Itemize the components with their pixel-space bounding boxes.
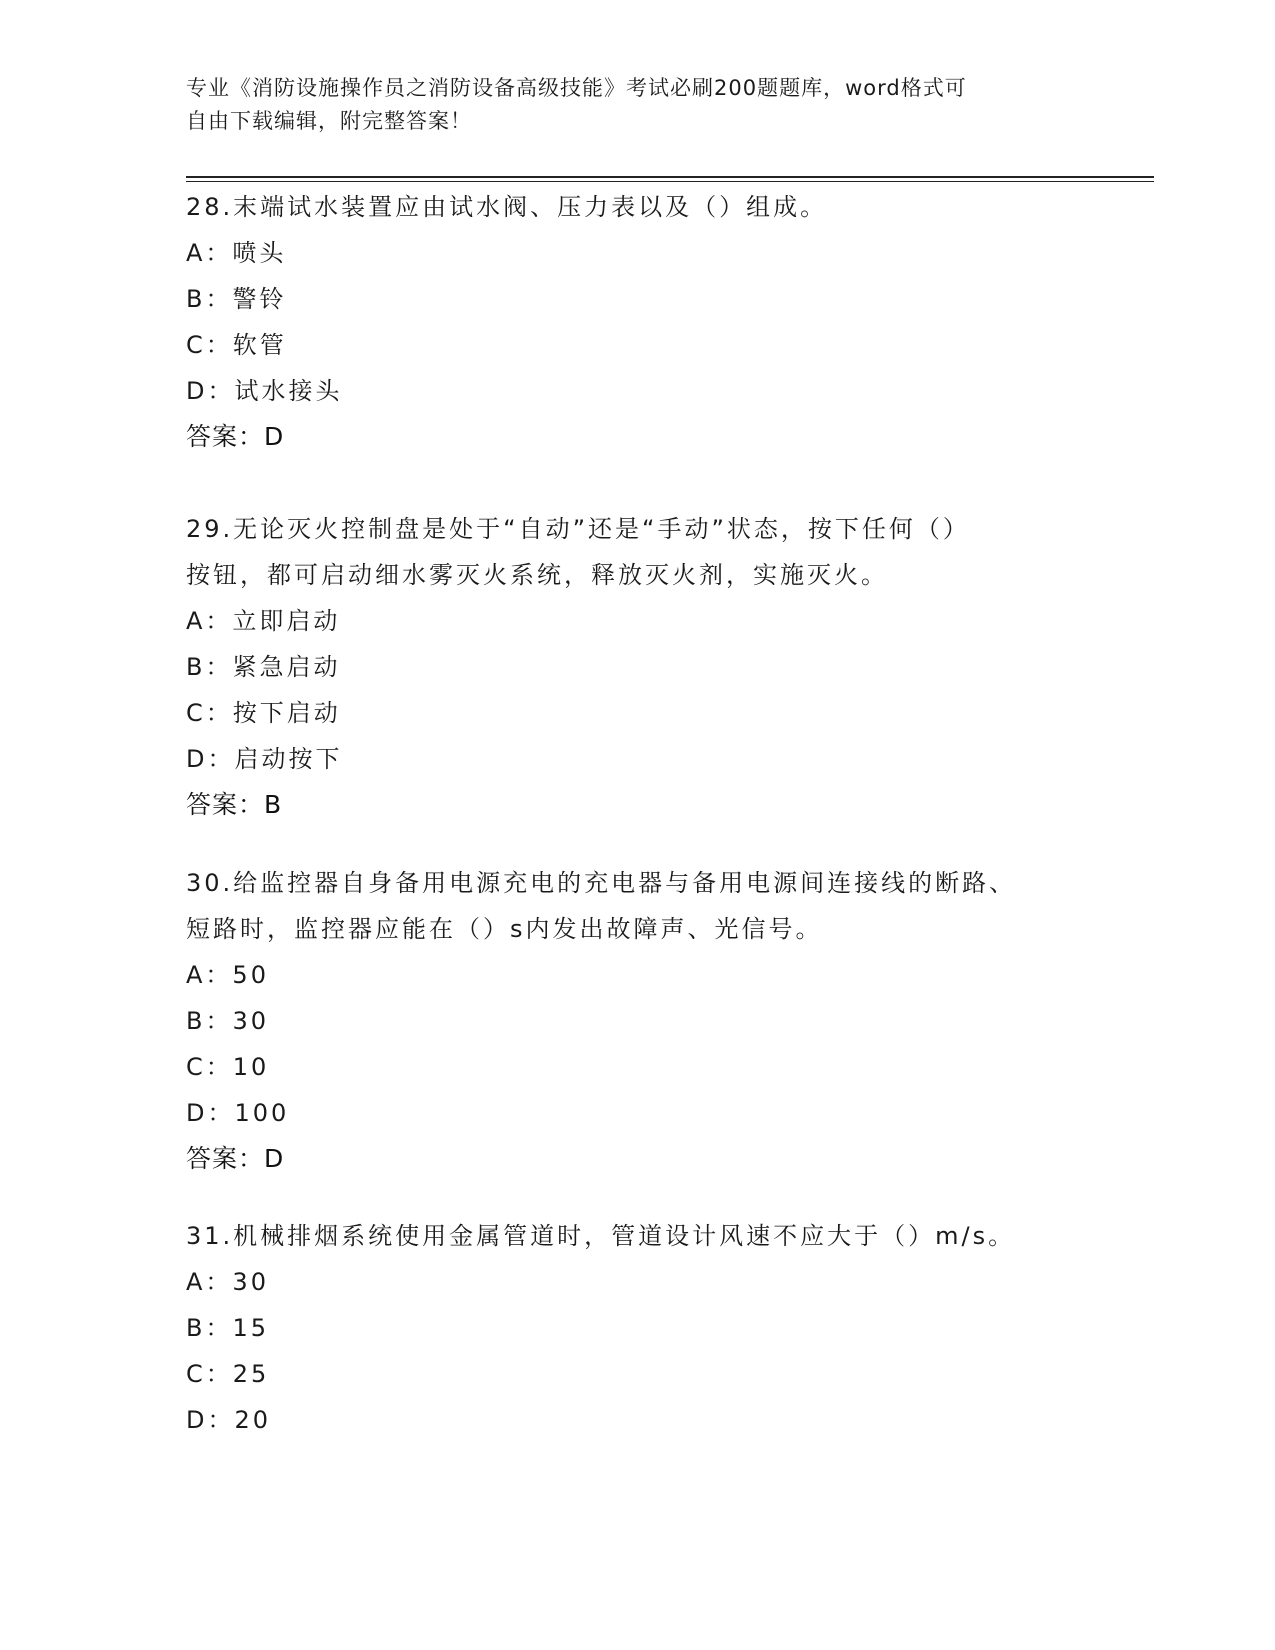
option-letter: A： — [186, 961, 233, 989]
question-stem: 28.末端试水装置应由试水阀、压力表以及（）组成。 — [186, 193, 828, 221]
header-line-1: 专业《消防设施操作员之消防设备高级技能》考试必刷200题题库，word格式可 — [186, 76, 967, 100]
option-text: 试水接头 — [234, 377, 343, 405]
option-text: 喷头 — [232, 239, 287, 267]
option-text: 10 — [232, 1053, 270, 1081]
option-text: 30 — [232, 1268, 269, 1296]
option-b — [186, 998, 1086, 1044]
option-text: 警铃 — [232, 285, 287, 313]
option-letter: D： — [186, 1406, 235, 1434]
question-28 — [186, 184, 1086, 460]
option-c — [186, 1044, 1086, 1090]
header-divider-thin — [186, 181, 1154, 182]
option-letter: A： — [186, 239, 233, 267]
option-a — [186, 598, 1086, 644]
answer-line: 答案：D — [186, 1144, 285, 1173]
option-text: 立即启动 — [232, 607, 341, 635]
option-text: 15 — [232, 1314, 270, 1342]
option-letter: C： — [186, 1053, 233, 1081]
question-stem: 29.无论灭火控制盘是处于“自动”还是“手动”状态，按下任何（） — [186, 515, 970, 543]
header-divider-thick — [186, 176, 1154, 178]
option-a — [186, 1259, 1086, 1305]
question-stem: 31.机械排烟系统使用金属管道时，管道设计风速不应大于（）m/s。 — [186, 1222, 1016, 1250]
option-d — [186, 1090, 1086, 1136]
option-a — [186, 230, 1086, 276]
question-29 — [186, 506, 1086, 828]
option-letter: C： — [186, 331, 233, 359]
option-d — [186, 736, 1086, 782]
option-letter: A： — [186, 1268, 233, 1296]
option-c — [186, 1351, 1086, 1397]
option-c — [186, 690, 1086, 736]
question-stem: 按钮，都可启动细水雾灭火系统，释放灭火剂，实施灭火。 — [186, 561, 888, 589]
question-30 — [186, 860, 1086, 1182]
option-letter: D： — [186, 1099, 235, 1127]
option-d — [186, 1397, 1086, 1443]
option-d — [186, 368, 1086, 414]
option-text: 按下启动 — [232, 699, 341, 727]
document-header — [186, 72, 1086, 138]
answer-line: 答案：B — [186, 790, 283, 819]
header-line-2: 自由下载编辑，附完整答案！ — [186, 109, 472, 133]
answer-line: 答案：D — [186, 422, 285, 451]
option-letter: D： — [186, 377, 235, 405]
option-letter: B： — [186, 1314, 233, 1342]
option-text: 50 — [232, 961, 269, 989]
option-text: 20 — [234, 1406, 272, 1434]
option-letter: C： — [186, 1360, 233, 1388]
option-a — [186, 952, 1086, 998]
question-31 — [186, 1213, 1086, 1443]
option-letter: B： — [186, 1007, 233, 1035]
option-text: 软管 — [232, 331, 287, 359]
question-stem: 短路时，监控器应能在（）s内发出故障声、光信号。 — [186, 915, 823, 943]
option-text: 启动按下 — [234, 745, 343, 773]
option-b — [186, 1305, 1086, 1351]
option-letter: B： — [186, 285, 233, 313]
option-b — [186, 644, 1086, 690]
option-letter: A： — [186, 607, 233, 635]
option-letter: C： — [186, 699, 233, 727]
option-text: 25 — [232, 1360, 270, 1388]
option-letter: B： — [186, 653, 233, 681]
option-c — [186, 322, 1086, 368]
question-stem: 30.给监控器自身备用电源充电的充电器与备用电源间连接线的断路、 — [186, 869, 1017, 897]
option-text: 30 — [232, 1007, 270, 1035]
option-letter: D： — [186, 745, 235, 773]
option-text: 100 — [234, 1099, 290, 1127]
option-text: 紧急启动 — [232, 653, 341, 681]
option-b — [186, 276, 1086, 322]
